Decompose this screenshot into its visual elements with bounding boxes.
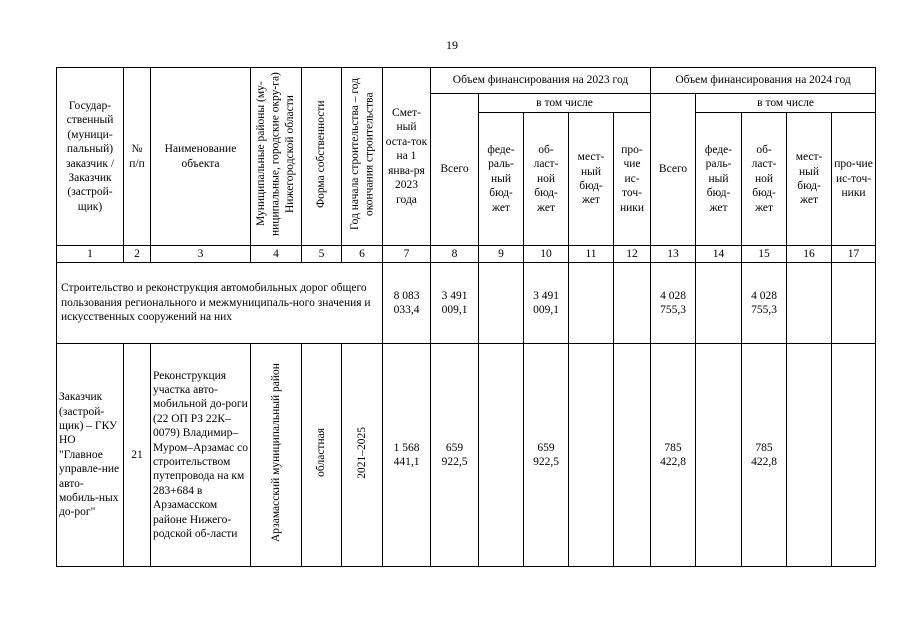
row-total-2024: 785 422,8: [651, 344, 696, 567]
section-local-2023: [569, 263, 614, 344]
row-total-2023: 659 922,5: [431, 344, 479, 567]
section-local-2024: [787, 263, 832, 344]
section-other-2023: [614, 263, 651, 344]
header-customer: Государ-ственный (муници-пальный) заказчик / Заказчик (застрой-щик): [57, 68, 124, 246]
header-fin-2024: Объем финансирования на 2024 год: [651, 68, 876, 94]
header-districts-text: Муниципальные районы (му-ниципальные, городские окру-га) Нижегородской области: [255, 72, 297, 237]
column-number: 16: [787, 246, 832, 263]
table-row: [57, 344, 876, 567]
section-total-2023: 3 491 009,1: [431, 263, 479, 344]
column-number: 3: [151, 246, 251, 263]
column-number: 13: [651, 246, 696, 263]
header-years: [342, 68, 383, 246]
section-federal-2023: [479, 263, 524, 344]
row-district: [251, 344, 302, 567]
header-object: Наименование объекта: [151, 68, 251, 246]
section-regional-2024: 4 028 755,3: [742, 263, 787, 344]
header-regional-2023: об-ласт-ной бюд-жет: [524, 113, 569, 246]
header-including-2024: в том числе: [696, 94, 876, 113]
row-federal-2023: [479, 344, 524, 567]
header-other-2023: про-чие ис-точ-ники: [614, 113, 651, 246]
column-number: 1: [57, 246, 124, 263]
row-district-text: Арзамасский муниципальный район: [269, 363, 282, 543]
header-total-2024: Всего: [651, 94, 696, 246]
section-row: [57, 263, 876, 344]
header-including-2023: в том числе: [479, 94, 651, 113]
column-number: 6: [342, 246, 383, 263]
row-other-2023: [614, 344, 651, 567]
header-ownership-text: Форма собственности: [315, 100, 328, 209]
row-local-2023: [569, 344, 614, 567]
row-ownership-text: областная: [315, 428, 328, 478]
header-num: № п/п: [124, 68, 151, 246]
column-number: 7: [383, 246, 431, 263]
row-other-2024: [832, 344, 876, 567]
header-regional-2024: об-ласт-ной бюд-жет: [742, 113, 787, 246]
header-other-2024: про-чие ис-точ-ники: [832, 113, 876, 246]
financing-table: [56, 67, 876, 567]
column-number: 8: [431, 246, 479, 263]
header-federal-2023: феде-раль-ный бюд-жет: [479, 113, 524, 246]
row-years-text: 2021–2025: [355, 426, 368, 479]
row-customer: Заказчик (застрой-щик) – ГКУ НО "Главное управле-ние авто-мобиль-ных до-рог": [57, 344, 124, 567]
column-number: 15: [742, 246, 787, 263]
section-other-2024: [832, 263, 876, 344]
row-ownership: [302, 344, 342, 567]
header-balance: Смет-ный оста-ток на 1 янва-ря 2023 года: [383, 68, 431, 246]
column-number: 11: [569, 246, 614, 263]
column-number: 9: [479, 246, 524, 263]
section-total-2024: 4 028 755,3: [651, 263, 696, 344]
header-years-text: Год начала строительства – год окончания строительства: [348, 78, 375, 231]
column-number: 12: [614, 246, 651, 263]
header-local-2023: мест-ный бюд-жет: [569, 113, 614, 246]
column-number: 10: [524, 246, 569, 263]
row-years: [342, 344, 383, 567]
header-districts: [251, 68, 302, 246]
header-ownership: [302, 68, 342, 246]
section-balance: 8 083 033,4: [383, 263, 431, 344]
row-regional-2023: 659 922,5: [524, 344, 569, 567]
row-regional-2024: 785 422,8: [742, 344, 787, 567]
row-object: Реконструкция участка авто-мобильной до-роги (22 ОП РЗ 22К–0079) Владимир–Муром–Арзамас со строительством путепровода на км 283+684 в Арзамасском районе Нижего-родской об-ласти: [151, 344, 251, 567]
row-num: 21: [124, 344, 151, 567]
section-title: Строительство и реконструкция автомобильных дорог общего пользования регионального и межмуниципаль-ного значения и искусственных сооружений на них: [57, 263, 383, 344]
row-balance: 1 568 441,1: [383, 344, 431, 567]
section-regional-2023: 3 491 009,1: [524, 263, 569, 344]
column-number: 17: [832, 246, 876, 263]
column-number: 14: [696, 246, 742, 263]
header-total-2023: Всего: [431, 94, 479, 246]
header-local-2024: мест-ный бюд-жет: [787, 113, 832, 246]
column-number: 2: [124, 246, 151, 263]
header-fin-2023: Объем финансирования на 2023 год: [431, 68, 651, 94]
header-federal-2024: феде-раль-ный бюд-жет: [696, 113, 742, 246]
column-number: 4: [251, 246, 302, 263]
row-federal-2024: [696, 344, 742, 567]
section-federal-2024: [696, 263, 742, 344]
page-number: 19: [446, 38, 458, 52]
row-local-2024: [787, 344, 832, 567]
column-number: 5: [302, 246, 342, 263]
